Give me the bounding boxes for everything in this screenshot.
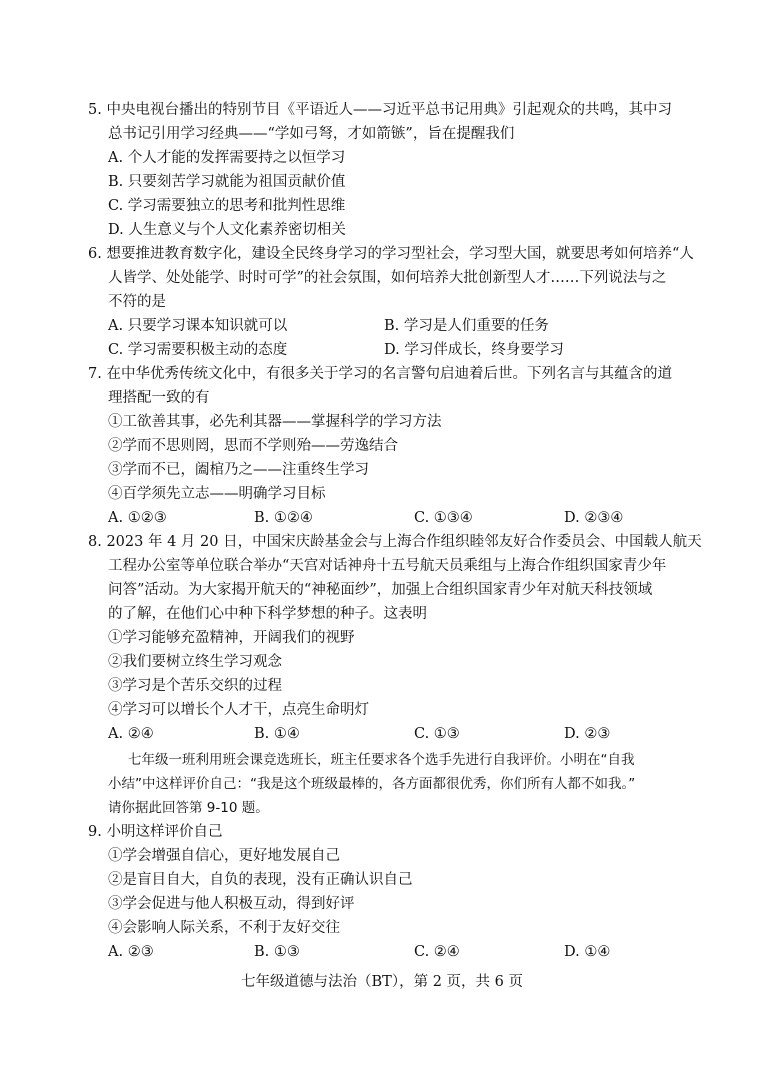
q9-item-1: ①学会增强自信心，更好地发展自己: [108, 848, 340, 864]
q7-item-3: ③学而不已，阖棺乃之——注重终生学习: [108, 462, 369, 478]
q8-stem-line-3: 问答”活动。为大家揭开航天的“神秘面纱”，加强上合组织国家青少年对航天科技领域: [108, 582, 653, 598]
q6-option-b: B. 学习是人们重要的任务: [384, 318, 549, 334]
q7-option-c: C. ①③④: [414, 510, 473, 526]
q5-option-b: B. 只要刻苦学习就能为祖国贡献价值: [108, 174, 346, 190]
q8-option-a: A. ②④: [108, 726, 154, 742]
q7-stem-line-1: 7. 在中华优秀传统文化中，有很多关于学习的名言警句启迪着后世。下列名言与其蕴含的道: [88, 366, 672, 382]
q5-option-c: C. 学习需要独立的思考和批判性思维: [108, 198, 346, 214]
q7-item-4: ④百学须先立志——明确学习目标: [108, 486, 326, 502]
q6-options-row-1: [0, 316, 764, 336]
q6-options-row-2: [0, 340, 764, 360]
q9-option-d: D. ①④: [564, 944, 611, 960]
q7-item-2: ②学而不思则罔，思而不学则殆——劳逸结合: [108, 438, 398, 454]
q8-stem-line-2: 工程办公室等单位联合举办“天宫对话神舟十五号航天员乘组与上海合作组织国家青少年: [108, 558, 667, 574]
q7-option-a: A. ①②③: [108, 510, 167, 526]
q9-options-row: [0, 942, 764, 962]
q6-option-a: A. 只要学习课本知识就可以: [108, 318, 288, 334]
q8-item-2: ②我们要树立终生学习观念: [108, 654, 282, 670]
passage-line-3: 请你据此回答第 9-10 题。: [108, 800, 269, 816]
q9-item-3: ③学会促进与他人积极互动，得到好评: [108, 896, 355, 912]
q8-stem-line-4: 的了解，在他们心中种下科学梦想的种子。这表明: [108, 606, 427, 622]
q9-option-b: B. ①③: [254, 944, 300, 960]
q9-option-c: C. ②④: [414, 944, 460, 960]
q5-stem-line-1: 5. 中央电视台播出的特别节目《平语近人——习近平总书记用典》引起观众的共鸣，其中习: [88, 102, 672, 118]
q8-item-4: ④学习可以增长个人才干，点亮生命明灯: [108, 702, 369, 718]
q8-stem-line-1: 8. 2023 年 4 月 20 日，中国宋庆龄基金会与上海合作组织睦邻友好合作委员会、中国载人航天: [88, 534, 702, 550]
q8-option-b: B. ①④: [254, 726, 300, 742]
q7-stem-line-2: 理搭配一致的有: [108, 390, 210, 406]
q8-item-3: ③学习是个苦乐交织的过程: [108, 678, 282, 694]
q6-stem-line-1: 6. 想要推进教育数字化，建设全民终身学习的学习型社会，学习型大国，就要思考如何培养“人: [88, 246, 694, 262]
page-footer: 七年级道德与法治（BT），第 2 页，共 6 页: [241, 974, 523, 990]
q6-option-d: D. 学习伴成长，终身要学习: [384, 342, 564, 358]
q6-option-c: C. 学习需要积极主动的态度: [108, 342, 288, 358]
q9-option-a: A. ②③: [108, 944, 154, 960]
q7-item-1: ①工欲善其事，必先利其器——掌握科学的学习方法: [108, 414, 442, 430]
q7-options-row: [0, 508, 764, 528]
q5-option-d: D. 人生意义与个人文化素养密切相关: [108, 222, 346, 238]
q9-item-2: ②是盲目自大，自负的表现，没有正确认识自己: [108, 872, 413, 888]
q8-item-1: ①学习能够充盈精神，开阔我们的视野: [108, 630, 355, 646]
passage-line-1: 七年级一班利用班会课竞选班长，班主任要求各个选手先进行自我评价。小明在“自我: [128, 752, 635, 768]
q5-stem-line-2: 总书记引用学习经典——“学如弓弩，才如箭镞”，旨在提醒我们: [108, 126, 515, 142]
q8-option-d: D. ②③: [564, 726, 611, 742]
passage-line-2: 小结”中这样评价自己：“我是这个班级最棒的，各方面都很优秀，你们所有人都不如我。”: [108, 776, 636, 792]
q9-stem-line-1: 9. 小明这样评价自己: [88, 824, 223, 840]
q8-options-row: [0, 724, 764, 744]
q5-option-a: A. 个人才能的发挥需要持之以恒学习: [108, 150, 346, 166]
q7-option-d: D. ②③④: [564, 510, 624, 526]
q6-stem-line-2: 人皆学、处处能学、时时可学”的社会氛围，如何培养大批创新型人才……下列说法与之: [108, 270, 667, 286]
q6-stem-line-3: 不符的是: [108, 294, 166, 310]
q8-option-c: C. ①③: [414, 726, 460, 742]
q7-option-b: B. ①②④: [254, 510, 313, 526]
q9-item-4: ④会影响人际关系，不利于友好交往: [108, 920, 340, 936]
